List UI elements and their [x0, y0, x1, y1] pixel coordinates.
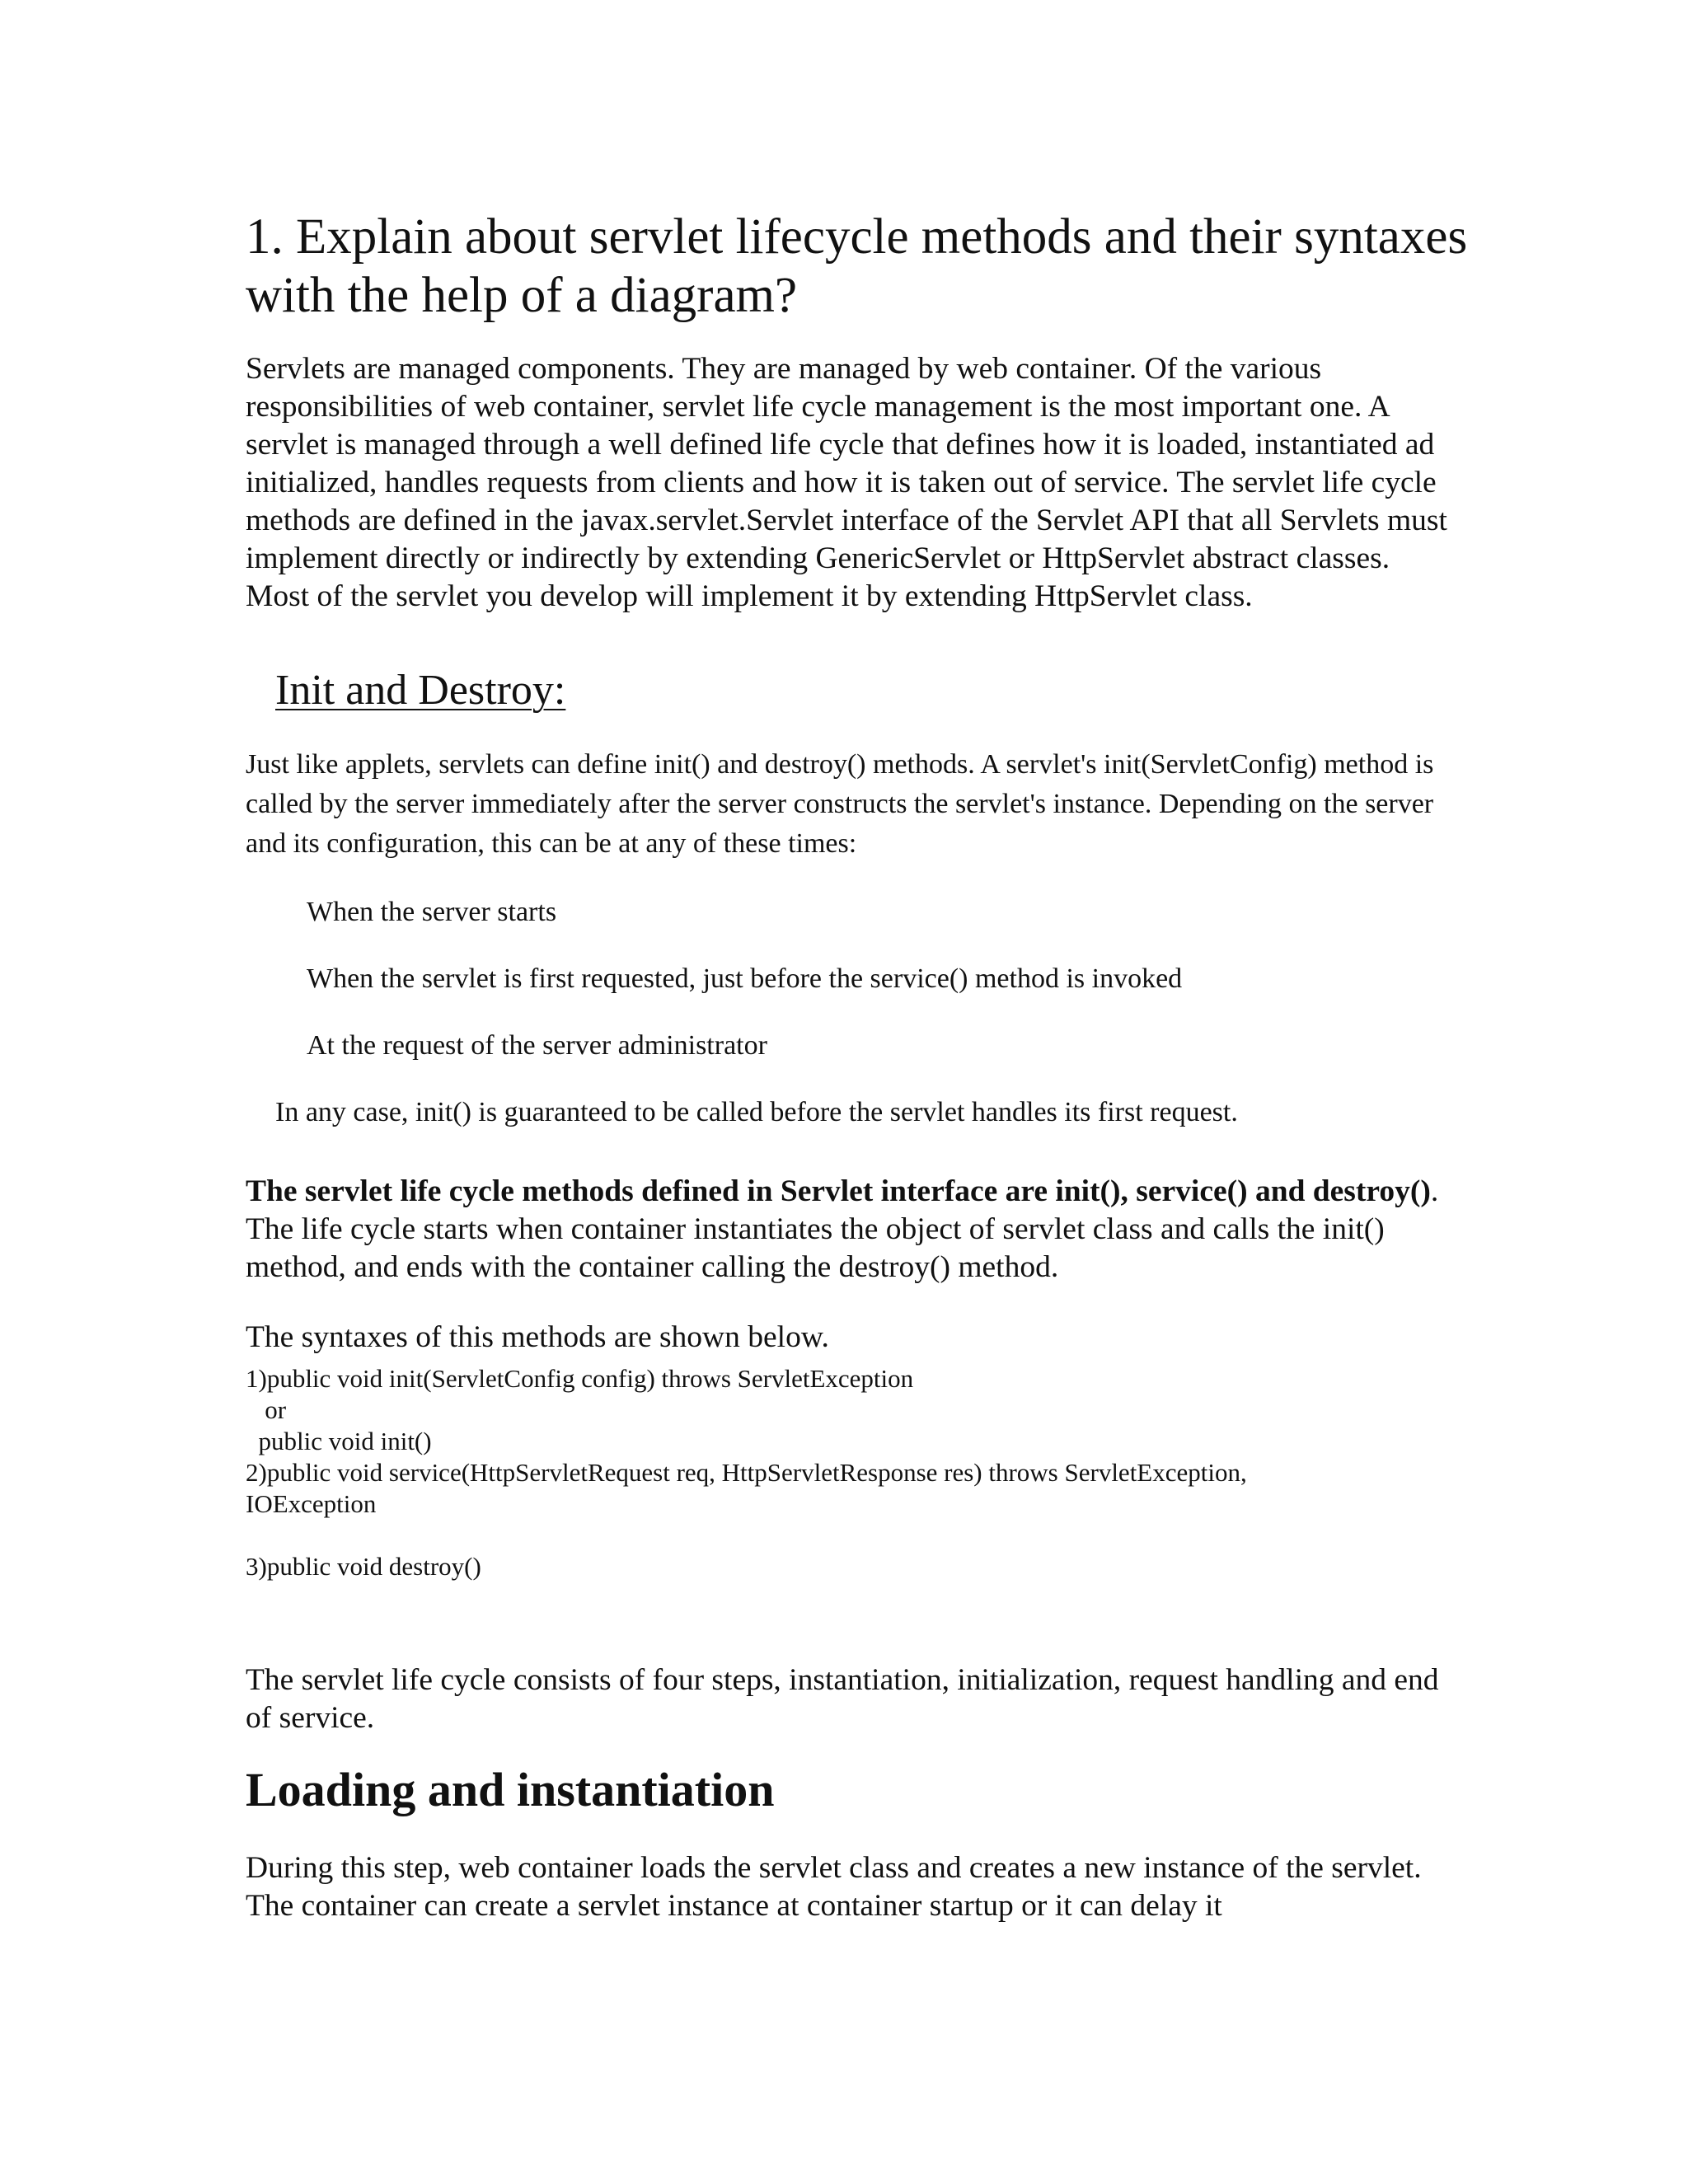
loading-paragraph: During this step, web container loads the servlet class and creates a new instance of the servlet. The container can create a servlet instance at container startup or it can delay it: [246, 1851, 1422, 1923]
init-destroy-heading: Init and Destroy:: [275, 667, 566, 714]
syntax-line: IOException: [246, 1489, 377, 1518]
syntax-line: 3)public void destroy(): [246, 1552, 481, 1581]
syntax-line: 2)public void service(HttpServletRequest req, HttpServletResponse res) throws ServletException,: [246, 1458, 1247, 1487]
list-item: At the request of the server administrator: [307, 1030, 767, 1061]
syntaxes-intro: The syntaxes of this methods are shown below.: [246, 1320, 829, 1354]
list-item: When the servlet is first requested, just before the service() method is invoked: [307, 963, 1183, 994]
loading-heading: Loading and instantiation: [246, 1763, 775, 1816]
init-destroy-paragraph: Just like applets, servlets can define init() and destroy() methods. A servlet's init(ServletConfig) method is called by the server immediately after the server constructs the servlet's instance. Depending on the server and its configuration, this can be at any of these times:: [246, 749, 1434, 859]
syntax-line: public void init(): [246, 1427, 432, 1455]
syntax-line: or: [246, 1395, 287, 1424]
init-guarantee-text: In any case, init() is guaranteed to be called before the servlet handles its first request.: [275, 1097, 1238, 1127]
question-title: 1. Explain about servlet lifecycle methods and their syntaxes with the help of a diagram?: [246, 209, 1468, 323]
methods-paragraph: [246, 1173, 1457, 1286]
intro-paragraph: Servlets are managed components. They are managed by web container. Of the various responsibilities of web container, servlet life cycle management is the most important one. A servlet is managed through a well defined life cycle that defines how it is loaded, instantiated ad initialized, handles requests from clients and how it is taken out of service. The servlet life cycle methods are defined in the javax.servlet.Servlet interface of the Servlet API that all Servlets must implement directly or indirectly by extending GenericServlet or HttpServlet abstract classes. Most of the servlet you develop will implement it by extending HttpServlet class.: [246, 352, 1447, 613]
methods-paragraph-bold: The servlet life cycle methods defined in Servlet interface are init(), service() and destroy(): [246, 1174, 1431, 1208]
methods-paragraph-rest: . The life cycle starts when container instantiates the object of servlet class and calls the init() method, and ends with the container calling the destroy() method.: [246, 1174, 1439, 1284]
steps-paragraph: The servlet life cycle consists of four steps, instantiation, initialization, request handling and end of service.: [246, 1663, 1439, 1735]
syntax-line: 1)public void init(ServletConfig config) throws ServletException: [246, 1364, 914, 1393]
list-item: When the server starts: [307, 897, 557, 927]
